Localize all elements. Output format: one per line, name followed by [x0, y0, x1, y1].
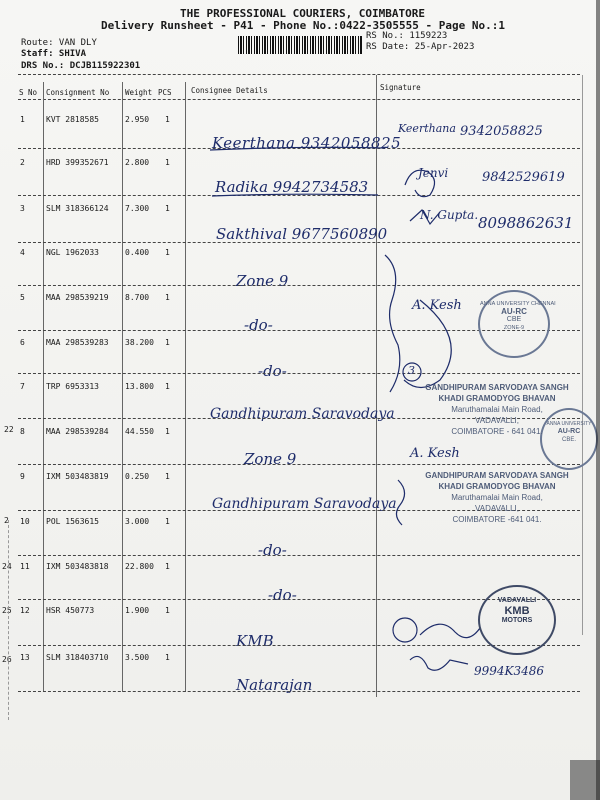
anna-university-stamp-1	[478, 290, 556, 358]
row-1-sno: 1	[20, 115, 25, 124]
row-3-consignment: SLM 318366124	[46, 204, 109, 213]
gandhi-2-line-3: Maruthamalai Main Road,	[451, 493, 543, 502]
gandhi-2-line-4: VADAVALLI,	[474, 504, 520, 513]
row-2-sno: 2	[20, 158, 25, 167]
row-4-consignee: Zone 9	[236, 272, 289, 290]
row-7-consignment: TRP 6953313	[46, 382, 99, 391]
gandhi-1-line-2: KHADI GRAMODYOG BHAVAN	[438, 394, 556, 403]
kmb-line-1: VADAVALLI	[497, 597, 537, 604]
kmb-line-2: KMB	[504, 605, 530, 617]
row-3-consignee: Sakthival 9677560890	[216, 225, 388, 243]
row-10-consignee: -do-	[258, 541, 287, 559]
stamp-1-line-4: ZONE-9	[503, 325, 525, 331]
row-8-margin-number: 22	[4, 425, 14, 434]
row-11-margin-number: 24	[2, 562, 12, 571]
col-weight: Weight	[125, 88, 153, 97]
company-title: THE PROFESSIONAL COURIERS, COIMBATORE	[180, 7, 426, 20]
row-3-pcs: 1	[165, 204, 170, 213]
row-10-weight: 3.000	[125, 517, 150, 526]
row-3-weight: 7.300	[125, 204, 150, 213]
row-1-weight: 2.950	[125, 115, 150, 124]
row-5-consignee: -do-	[244, 316, 273, 334]
row-6-consignee: -do-	[258, 362, 287, 380]
row-4-weight: 0.400	[125, 248, 150, 257]
row-8-consignee: Zone 9	[244, 450, 297, 468]
row-12-consignee: KMB	[236, 632, 274, 650]
row-5-signature: A. Kesh	[412, 298, 462, 313]
kmb-line-3: MOTORS	[501, 617, 533, 624]
col-sno: S No	[19, 88, 38, 97]
row-12-weight: 1.900	[125, 606, 150, 615]
row-13-signature-phone: 9994K3486	[474, 664, 545, 678]
row-6-pcs: 1	[165, 338, 170, 347]
gandhi-1-line-3: Maruthamalai Main Road,	[451, 405, 543, 414]
row-1-pcs: 1	[165, 115, 170, 124]
stamp-1-line-1: ANNA UNIVERSITY CHENNAI	[480, 301, 556, 307]
gandhi-2-line-5: COIMBATORE -641 041.	[452, 515, 542, 524]
gandhi-1-line-4: VADAVALLI,	[474, 416, 520, 425]
row-5-weight: 8.700	[125, 293, 150, 302]
scan-left-mark	[8, 520, 9, 720]
gandhi-1-line-5: COIMBATORE - 641 041.	[451, 427, 543, 436]
row-11-consignment: IXM 503483818	[46, 562, 109, 571]
row-10-pcs: 1	[165, 517, 170, 526]
row-13-consignee: Natarajan	[236, 676, 313, 694]
row-3-signature-phone: 8098862631	[478, 214, 574, 232]
row-12-margin-number: 25	[2, 606, 12, 615]
staff-label: Staff: SHIVA	[21, 49, 87, 59]
row-2-pcs: 1	[165, 158, 170, 167]
row-8-weight: 44.550	[125, 427, 154, 436]
row-6-weight: 38.200	[125, 338, 154, 347]
row-11-weight: 22.800	[125, 562, 154, 571]
col-consignee: Consignee Details	[191, 86, 268, 95]
row-1-signature: Keerthana	[398, 122, 456, 135]
row-10-sno: 10	[20, 517, 30, 526]
col-signature: Signature	[380, 83, 421, 92]
kmb-motors-stamp	[478, 585, 556, 655]
row-2-consignment: HRD 399352671	[46, 158, 109, 167]
row-4-sno: 4	[20, 248, 25, 257]
row-11-sno: 11	[20, 562, 30, 571]
drs-number: DRS No.: DCJB115922301	[21, 61, 141, 71]
row-7-consignee: Gandhipuram Saravodaya	[210, 406, 395, 422]
row-13-pcs: 1	[165, 653, 170, 662]
gandhi-2-line-2: KHADI GRAMODYOG BHAVAN	[438, 482, 556, 491]
row-5-consignment: MAA 298539219	[46, 293, 109, 302]
row-2-signature-phone: 9842529619	[482, 170, 565, 185]
row-6-consignment: MAA 298539283	[46, 338, 109, 347]
row-13-sno: 13	[20, 653, 30, 662]
row-8-consignment: MAA 298539284	[46, 427, 109, 436]
row-7-pcs: 1	[165, 382, 170, 391]
rs-date: RS Date: 25-Apr-2023	[366, 42, 475, 52]
row-4-consignment: NGL 1962033	[46, 248, 99, 257]
route-label: Route: VAN DLY	[21, 38, 97, 48]
gandhi-1-line-1: GANDHIPURAM SARVODAYA SANGH	[425, 383, 569, 392]
row-8-signature: A. Kesh	[410, 446, 460, 461]
scan-edge-right	[596, 0, 600, 800]
row-10-margin-number: 2	[4, 516, 9, 525]
runsheet-subtitle: Delivery Runsheet - P41 - Phone No.:0422-3505555 - Page No.:1	[101, 19, 505, 32]
row-12-consignment: HSR 450773	[46, 606, 95, 615]
stamp-1-line-2: AU-RC	[501, 307, 527, 316]
row-9-sno: 9	[20, 472, 25, 481]
gandhipuram-stamp-1	[414, 382, 580, 437]
row-12-pcs: 1	[165, 606, 170, 615]
gandhipuram-stamp-2	[414, 470, 580, 525]
row-3-signature: N. Gupta.	[420, 208, 479, 222]
row-6-sno: 6	[20, 338, 25, 347]
row-2-signature: Jenvi	[418, 166, 449, 180]
gandhi-2-line-1: GANDHIPURAM SARVODAYA SANGH	[425, 471, 569, 480]
row-7-sno: 7	[20, 382, 25, 391]
scan-corner	[570, 760, 600, 800]
col-consignment: Consignment No	[46, 88, 110, 97]
row-1-consignee: Keerthana 9342058825	[212, 134, 402, 152]
row-13-consignment: SLM 318403710	[46, 653, 109, 662]
row-5-sno: 5	[20, 293, 25, 302]
stamp-2-line-3: CBE.	[561, 437, 576, 443]
stamp-2-line-1: ANNA UNIVERSITY	[546, 421, 592, 427]
row-12-sno: 12	[20, 606, 30, 615]
row-5-pcs: 1	[165, 293, 170, 302]
row-1-signature-phone: 9342058825	[460, 124, 543, 139]
row-9-weight: 0.250	[125, 472, 150, 481]
row-1-consignment: KVT 2818585	[46, 115, 99, 124]
stamp-2-line-2: AU-RC	[557, 428, 581, 435]
col-pcs: PCS	[158, 88, 172, 97]
rs-number: RS No.: 1159223	[366, 31, 448, 41]
stamp-1-line-3: CBE	[506, 316, 522, 323]
row-4-pcs: 1	[165, 248, 170, 257]
row-3-sno: 3	[20, 204, 25, 213]
row-8-pcs: 1	[165, 427, 170, 436]
row-13-weight: 3.500	[125, 653, 150, 662]
bracket-note: 3	[408, 364, 415, 377]
row-9-consignee: Gandhipuram Saravodaya	[212, 496, 397, 512]
row-9-pcs: 1	[165, 472, 170, 481]
row-11-consignee: -do-	[268, 586, 297, 604]
row-8-sno: 8	[20, 427, 25, 436]
row-7-weight: 13.800	[125, 382, 154, 391]
row-2-weight: 2.800	[125, 158, 150, 167]
row-2-consignee: Radika 9942734583	[215, 178, 369, 196]
row-13-margin-number: 26	[2, 655, 12, 664]
row-9-consignment: IXM 503483819	[46, 472, 109, 481]
row-10-consignment: POL 1563615	[46, 517, 99, 526]
row-11-pcs: 1	[165, 562, 170, 571]
